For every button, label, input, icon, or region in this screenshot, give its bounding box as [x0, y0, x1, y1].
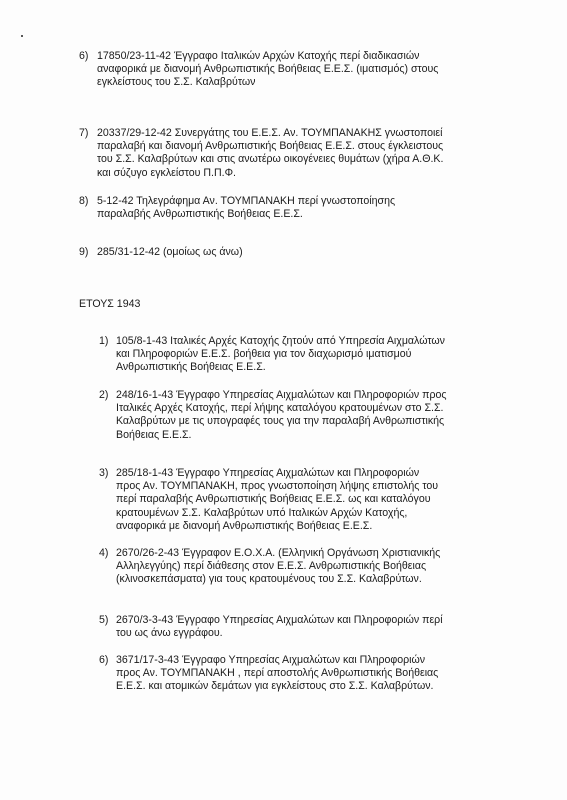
item-line: 285/18-1-43 Έγγραφο Υπηρεσίας Αιχμαλώτων και Πληροφοριών [116, 467, 420, 479]
item-line: προς Αν. ΤΟΥΜΠΑΝΑΚΗ , περί αποστολής Ανθρωπιστικής Βοήθειας [116, 667, 439, 680]
item-line: κρατουμένων Σ.Σ. Καλαβρύτων υπό Ιταλικών Αρχών Κατοχής, [116, 506, 408, 519]
scan-speck [21, 35, 23, 37]
item-line: 17850/23-11-42 Έγγραφο Ιταλικών Αρχών Κατοχής περί διαδικασιών [97, 50, 420, 62]
section-heading-1943: ΕΤΟΥΣ 1943 [79, 298, 141, 310]
item-line: (κλινοσκεπάσματα) για τους κρατουμένους του Σ.Σ. Καλαβρύτων. [116, 573, 422, 586]
item-number: 9) [79, 246, 89, 258]
item-number: 4) [99, 547, 109, 559]
item-line: 5-12-42 Τηλεγράφημα Αν. ΤΟΥΜΠΑΝΑΚΗ περί γνωστοποίησης [97, 195, 396, 207]
item-line: Αλληλεγγύης) περί διάθεσης στον Ε.Ε.Σ. Ανθρωπιστικής Βοήθειας [116, 560, 427, 573]
list-item-1943-5 [99, 614, 539, 640]
item-text [97, 50, 539, 90]
item-line: Ε.Ε.Σ. και ατομικών δεμάτων για εγκλείστους στο Σ.Σ. Καλαβρύτων. [116, 680, 434, 693]
item-number: 7) [79, 127, 89, 139]
list-item-1942-6 [79, 50, 539, 90]
item-text [116, 389, 539, 442]
item-line: 2670/3-3-43 Έγγραφο Υπηρεσίας Αιχμαλώτων και Πληροφοριών περί [116, 614, 443, 626]
item-text [116, 614, 539, 640]
list-item-1942-8 [79, 195, 539, 221]
list-item-1943-4 [99, 547, 539, 587]
item-text [97, 127, 539, 180]
item-line: αναφορικά με διανομή Ανθρωπιστικής Βοήθειας Ε.Ε.Σ. [116, 519, 373, 532]
item-line: 285/31-12-42 (ομοίως ως άνω) [97, 246, 243, 258]
item-number: 1) [99, 335, 109, 347]
item-line: Ανθρωπιστικής Βοήθειας Ε.Ε.Σ. [116, 361, 266, 374]
item-line: περί παραλαβής Ανθρωπιστικής Βοήθειας Ε.Ε.Σ. ως και καταλόγου [116, 493, 431, 506]
item-line: του Σ.Σ. Καλαβρύτων και στις ανωτέρω οικογένειες θυμάτων (χήρα Α.Θ.Κ. [97, 153, 444, 166]
item-line: και σύζυγο εγκλείστου Π.Π.Φ. [97, 166, 236, 179]
item-number: 8) [79, 195, 89, 207]
list-item-1943-3 [99, 467, 539, 533]
item-line: Βοήθειας Ε.Ε.Σ. [116, 428, 192, 441]
item-text [97, 195, 539, 221]
item-line: εγκλείστους του Σ.Σ. Καλαβρύτων [97, 76, 256, 89]
item-line: Ιταλικές Αρχές Κατοχής, περί λήψης καταλόγου κρατουμένων στο Σ.Σ. [116, 402, 444, 415]
item-number: 2) [99, 389, 109, 401]
list-item-1943-2 [99, 389, 539, 442]
item-number: 6) [99, 654, 109, 666]
list-item-1942-9 [79, 246, 539, 259]
item-number: 5) [99, 614, 109, 626]
item-line: 105/8-1-43 Ιταλικές Αρχές Κατοχής ζητούν από Υπηρεσία Αιχμαλώτων [116, 335, 445, 347]
item-line: 20337/29-12-42 Συνεργάτης του Ε.Ε.Σ. Αν. ΤΟΥΜΠΑΝΑΚΗΣ γνωστοποιεί [97, 127, 443, 139]
item-text [116, 547, 539, 587]
item-number: 3) [99, 467, 109, 479]
item-number: 6) [79, 50, 89, 62]
list-item-1943-6 [99, 654, 539, 694]
item-line: αναφορικά με διανομή Ανθρωπιστικής Βοήθειας Ε.Ε.Σ. (ιματισμός) στους [97, 63, 439, 76]
list-item-1942-7 [79, 127, 539, 180]
item-text [116, 335, 539, 375]
item-line: παραλαβή και διανομή Ανθρωπιστικής Βοήθειας Ε.Ε.Σ. στους έγκλειστους [97, 140, 444, 153]
list-item-1943-1 [99, 335, 539, 375]
item-line: 3671/17-3-43 Έγγραφο Υπηρεσίας Αιχμαλώτων και Πληροφοριών [116, 654, 426, 666]
item-line: προς Αν. ΤΟΥΜΠΑΝΑΚΗ, προς γνωστοποίηση λήψης επιστολής του [116, 480, 439, 493]
item-line: και Πληροφοριών Ε.Ε.Σ. βοήθεια για τον διαχωρισμό ιματισμού [116, 348, 412, 361]
item-line: 248/16-1-43 Έγγραφο Υπηρεσίας Αιχμαλώτων και Πληροφοριών προς [116, 389, 447, 401]
item-text [116, 654, 539, 694]
item-text [116, 467, 539, 533]
item-line: του ως άνω εγγράφου. [116, 627, 223, 640]
item-text [97, 246, 539, 259]
item-line: 2670/26-2-43 Έγγραφον Ε.Ο.Χ.Α. (Ελληνική Οργάνωση Χριστιανικής [116, 547, 441, 559]
item-line: παραλαβής Ανθρωπιστικής Βοήθειας Ε.Ε.Σ. [97, 208, 303, 221]
item-line: Καλαβρύτων με τις υπογραφές τους για την παραλαβή Ανθρωπιστικής [116, 415, 445, 428]
